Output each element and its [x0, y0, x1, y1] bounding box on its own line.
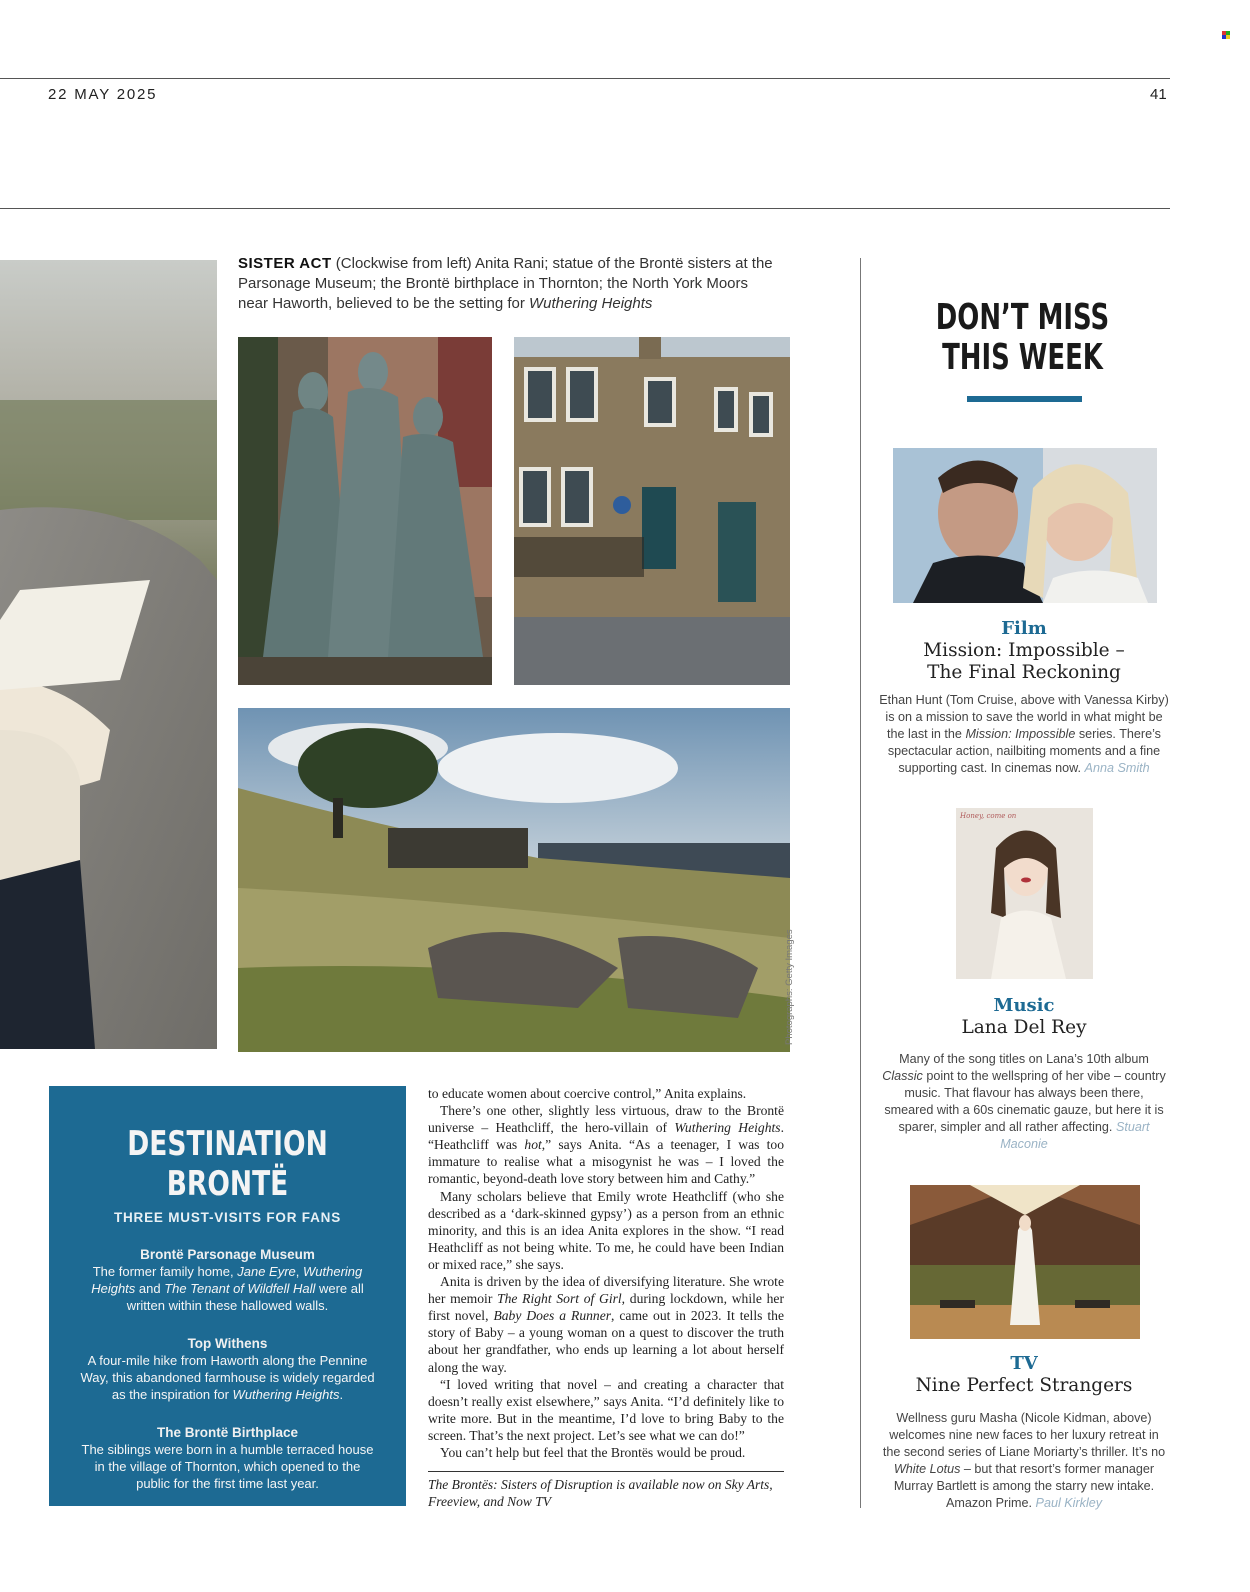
text-run: , during lockdown, while her first novel, [428, 1291, 784, 1324]
header-bottom-rule [0, 208, 1170, 209]
text-run: . “Heathcliff was [428, 1120, 784, 1153]
music-title: Lana Del Rey [961, 1017, 1087, 1038]
tv-title: Nine Perfect Strangers [915, 1375, 1133, 1396]
text-run: series. There’s spectacular action, nailbiting moments and a fine supporting cast. In cinemas now. [887, 727, 1161, 775]
text-run: – but that resort’s former manager Murray Bartlett is among the starry new intake. Amazon Prime. [893, 1462, 1155, 1510]
text-run: Anita is driven by the idea of diversifying literature. She wrote her memoir [428, 1274, 784, 1307]
text-run: Many of the song titles on Lana’s 10th album [899, 1052, 1149, 1066]
photo-credit: Photographs: Getty Images [784, 929, 795, 1045]
article-footnote: The Brontës: Sisters of Disruption is available now on Sky Arts, Freeview, and Now TV [428, 1477, 773, 1509]
photo-north-york-moors [238, 708, 790, 1052]
caption-title: Wuthering Heights [529, 295, 653, 312]
article-paragraph: “I loved writing that novel – and creating a character that doesn’t really exist elsewhere,” says Anita. “I’d definitely like to write more. But in the meantime, I’d love to bring Baby to the screen. That’s the next project. Let’s see what we can do!” [428, 1376, 784, 1443]
body-text: The siblings were born in a humble terraced house in the village of Thornton, which opened to the public for the first time last year. [81, 1442, 374, 1491]
caption-text: (Clockwise from left) Anita Rani; statue of the Brontë sisters at the Parsonage Museum; the Brontë birthplace in Thornton; the North York Moors near Haworth, believed to be the setting for [238, 255, 773, 312]
music-category: Music [993, 995, 1055, 1016]
text-run: , came out in 2023. It tells the story of Baby – a young woman on a quest to discover the truth about her grandfather, who ends up learning a lot about herself along the way. [428, 1308, 784, 1375]
issue-date: 22 MAY 2025 [48, 86, 158, 103]
text-run: There’s one other, slightly less virtuous, draw to the Brontë universe – Heathcliff, the hero-villain of [428, 1103, 784, 1136]
article-paragraph: to educate women about coercive control,” Anita explains. [428, 1086, 747, 1101]
film-category: Film [1001, 618, 1047, 639]
destination-heading: DESTINATION BRONTË [127, 1124, 328, 1204]
film-description [879, 692, 1169, 777]
film-title [834, 640, 1214, 684]
album-cover-classic [956, 808, 1093, 979]
book-title: Jane Eyre [237, 1264, 296, 1279]
body-text: were all written within these hallowed walls. [126, 1281, 364, 1313]
article-paragraph: Many scholars believe that Emily wrote Heathcliff (who she described as a ‘dark-skinned gypsy’) as a person from an ethnic minority, and this is an idea Anita explores in the show. “I read Heathcliff as not being white. To me, he could have been Indian or mixed race,” she says. [428, 1188, 784, 1272]
photo-nine-perfect-strangers [910, 1185, 1140, 1339]
reviewer-byline: Anna Smith [1084, 761, 1150, 775]
heading-line: DON’T MISS [935, 297, 1110, 338]
tv-category: TV [1010, 1353, 1038, 1374]
text-run: Wellness guru Masha (Nicole Kidman, above) welcomes nine new faces to her luxury retreat in the second series of Liane Moriarty’s thriller. It’s no [882, 1411, 1166, 1459]
page-number: 41 [1150, 86, 1167, 103]
destination-item-title: Brontë Parsonage Museum [140, 1247, 315, 1262]
article-paragraph [428, 1273, 784, 1376]
destination-item-title: Top Withens [187, 1336, 268, 1351]
book-title: Wuthering Heights [232, 1387, 340, 1402]
photo-bronte-sisters-statue [238, 337, 492, 685]
italic-run: hot [524, 1137, 542, 1153]
heading-accent-bar [967, 396, 1082, 402]
photo-bronte-birthplace-thornton [514, 337, 790, 685]
dont-miss-heading [934, 298, 1110, 378]
destination-item-body [49, 1352, 406, 1403]
article-body [428, 1085, 784, 1461]
article-paragraph [428, 1102, 784, 1187]
italic-run: Classic [882, 1069, 923, 1083]
destination-subheading: THREE MUST-VISITS FOR FANS [113, 1210, 342, 1225]
text-run: ,” says Anita. “As a teenager, I was too immature to realise what a misogynist he was – I loved the romantic, beyond-death love story between him and Cathy.” [428, 1137, 784, 1187]
destination-bronte-box [49, 1086, 406, 1506]
body-text: and [135, 1281, 165, 1296]
italic-run: Mission: Impossible [965, 727, 1076, 741]
text-run: Ethan Hunt (Tom Cruise, above with Vanessa Kirby) is on a mission to save the world in what might be the last in the [879, 693, 1169, 741]
italic-run: White Lotus [893, 1462, 961, 1476]
italic-run: Wuthering Heights [674, 1120, 781, 1136]
photo-mission-impossible [893, 448, 1157, 603]
destination-item-body [49, 1441, 406, 1492]
book-title: The Tenant of Wildfell Hall [164, 1281, 316, 1296]
reviewer-byline: Paul Kirkley [1035, 1496, 1103, 1510]
reviewer-byline: Stuart Maconie [1000, 1120, 1150, 1151]
tv-description [879, 1410, 1169, 1512]
column-divider [860, 258, 861, 1508]
body-text: , [295, 1264, 304, 1279]
photo-caption [238, 254, 778, 314]
heading-line: THIS WEEK [942, 337, 1103, 378]
book-title: Wuthering Heights [91, 1264, 363, 1296]
italic-run: Baby Does a Runner [493, 1308, 612, 1324]
album-cover-script: Honey, come on [960, 812, 1017, 820]
header-top-rule [0, 78, 1170, 79]
destination-item-title: The Brontë Birthplace [156, 1425, 299, 1440]
destination-item-body [49, 1263, 406, 1314]
article-paragraph: You can’t help but feel that the Brontës would be proud. [440, 1444, 746, 1460]
music-description [879, 1051, 1169, 1153]
printer-color-mark [1222, 31, 1230, 39]
italic-run: The Right Sort of Girl [497, 1291, 622, 1307]
photo-anita-rani-reading [0, 260, 217, 1049]
title-line: The Final Reckoning [927, 662, 1121, 683]
title-line: Mission: Impossible – [923, 640, 1125, 661]
article-footnote-rule [428, 1471, 784, 1472]
body-text: The former family home, [92, 1264, 238, 1279]
text-run: point to the wellspring of her vibe – country music. That flavour has always been there, smeared with a 60s cinematic gauze, but here it is sparer, simpler and all rather affecting. [884, 1069, 1166, 1134]
body-text: A four-mile hike from Haworth along the Pennine Way, this abandoned farmhouse is widely regarded as the inspiration for [80, 1353, 375, 1402]
caption-label: SISTER ACT [238, 255, 332, 272]
body-text: . [339, 1387, 344, 1402]
